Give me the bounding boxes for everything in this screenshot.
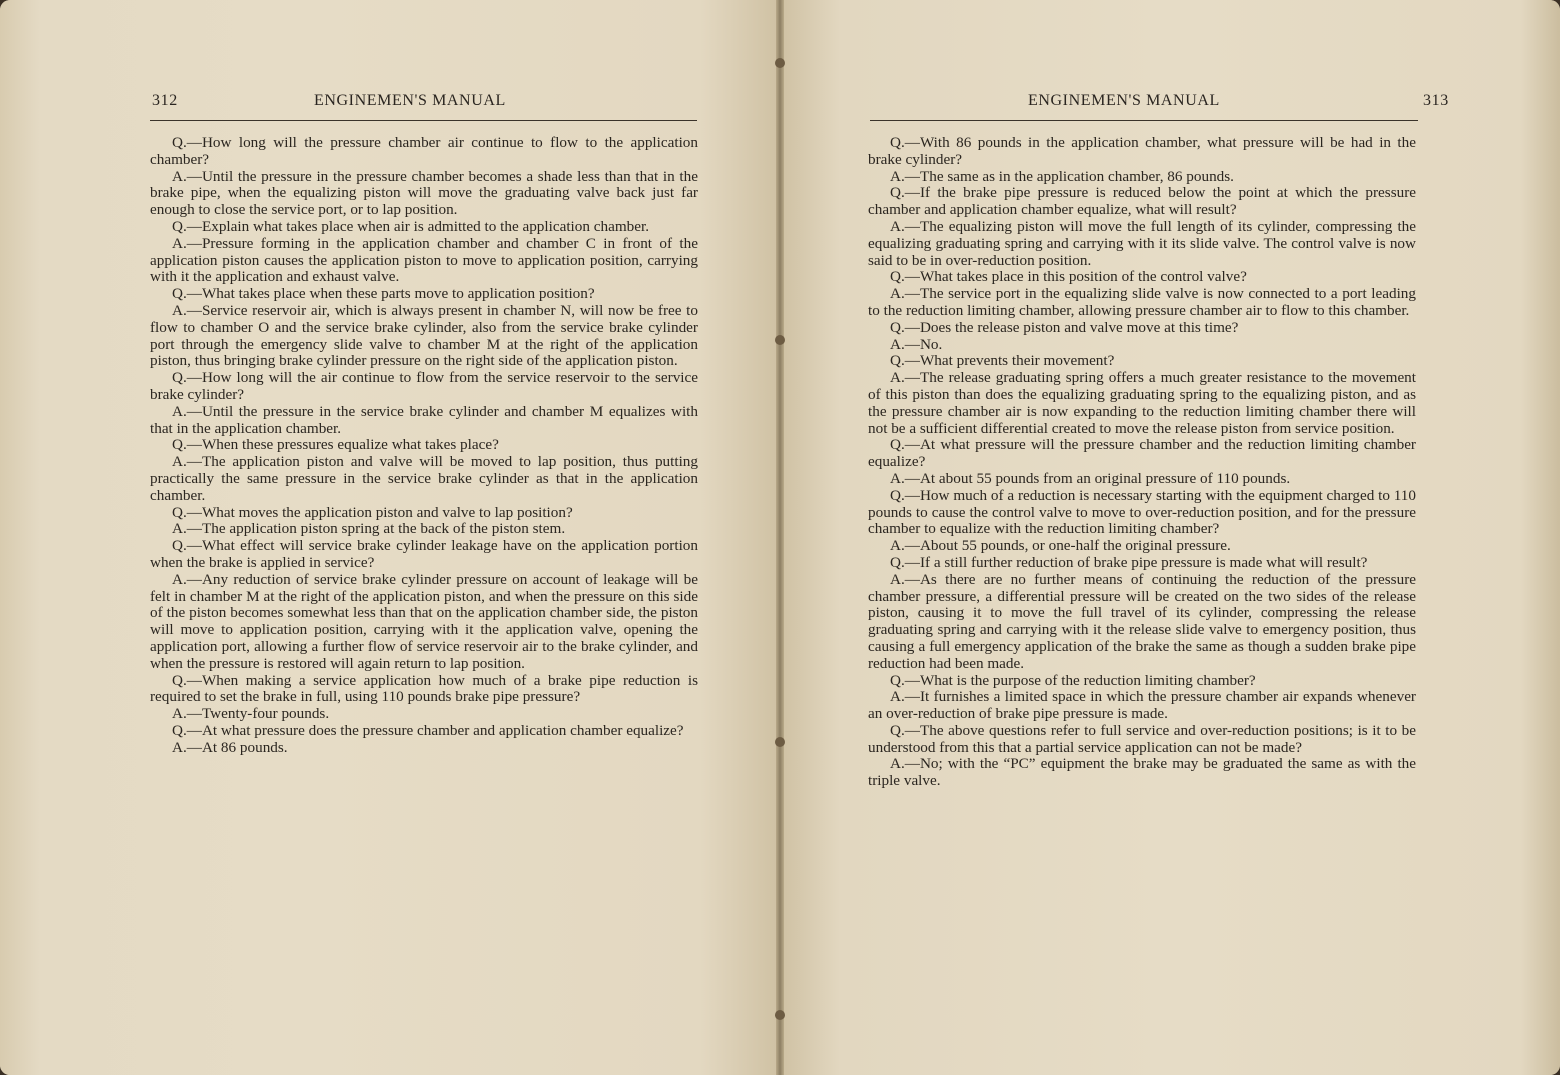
paragraph: A.—At about 55 pounds from an original pressure of 110 pounds.	[890, 469, 1291, 487]
left-header-rule	[150, 120, 697, 121]
paragraph: Q.—How long will the air continue to flow from the service reservoir to the service brake cylinder?	[150, 369, 698, 403]
paragraph: A.—Until the pressure in the pressure chamber becomes a shade less than that in the brake pipe, when the equalizing piston will move the graduating valve back just far enough to close the service port, or to lap position.	[150, 167, 698, 219]
paragraph: A.—Until the pressure in the service brake cylinder and chamber M equalizes with that in the application chamber.	[150, 402, 698, 437]
paragraph: A.—About 55 pounds, or one-half the original pressure.	[890, 537, 1231, 555]
left-page-number: 312	[152, 92, 178, 109]
paragraph: A.—No; with the “PC” equipment the brake may be graduated the same as with the triple valve.	[868, 755, 1416, 790]
paragraph: Q.—The above questions refer to full service and over-reduction positions; is it to be understood from this that a partial service application can not be made?	[868, 721, 1416, 756]
paragraph: A.—It furnishes a limited space in which the pressure chamber air expands whenever an over-reduction of brake pipe pressure is made.	[868, 688, 1416, 723]
left-body-text	[150, 135, 698, 756]
paragraph: A.—The same as in the application chamber, 86 pounds.	[890, 167, 1234, 185]
right-page	[780, 0, 1560, 1075]
paragraph: A.—The application piston and valve will be moved to lap position, thus putting practically the same pressure in the service brake cylinder as that in the application chamber.	[150, 453, 698, 504]
paragraph: A.—No.	[890, 335, 943, 353]
paragraph: A.—The application piston spring at the back of the piston stem.	[172, 520, 566, 538]
paragraph: A.—Pressure forming in the application chamber and chamber C in front of the application piston causes the application piston to move to application position, carrying with it the application and exhaust valve.	[150, 234, 698, 286]
paragraph: A.—Twenty-four pounds.	[172, 705, 330, 723]
paragraph: Q.—At what pressure does the pressure chamber and application chamber equalize?	[172, 721, 684, 739]
paragraph: Q.—Explain what takes place when air is admitted to the application chamber.	[172, 217, 649, 235]
binding-stitch	[775, 335, 785, 345]
paragraph: Q.—What is the purpose of the reduction limiting chamber?	[890, 671, 1256, 689]
paragraph: Q.—Does the release piston and valve move at this time?	[890, 318, 1239, 336]
paragraph: A.—The service port in the equalizing slide valve is now connected to a port leading to the reduction limiting chamber, allowing pressure chamber air to flow to this chamber.	[868, 285, 1416, 319]
right-running-head	[1028, 92, 1453, 118]
paragraph: Q.—What prevents their movement?	[890, 352, 1115, 370]
book-gutter	[776, 0, 784, 1075]
paragraph: Q.—How long will the pressure chamber air continue to flow to the application chamber?	[150, 134, 698, 168]
binding-stitch	[775, 737, 785, 747]
paragraph: Q.—What takes place when these parts move to application position?	[172, 285, 595, 303]
right-header-rule	[870, 120, 1418, 121]
right-page-title: ENGINEMEN'S MANUAL	[1028, 92, 1220, 109]
paragraph: Q.—What takes place in this position of the control valve?	[890, 268, 1247, 286]
paragraph: Q.—If a still further reduction of brake pipe pressure is made what will result?	[890, 553, 1368, 571]
paragraph: A.—As there are no further means of continuing the reduction of the pressure chamber pressure, a differential pressure will be created on the two sides of the release piston, causing it to move the full travel of its cylinder, compressing the release graduating spring and carrying with it the release slide valve to emergency position, thus causing a full emergency application of the brake the same as though a sudden brake pipe reduction had been made.	[868, 570, 1416, 672]
binding-stitch	[775, 1010, 785, 1020]
paragraph: Q.—If the brake pipe pressure is reduced below the point at which the pressure chamber and application chamber equalize, what will result?	[868, 184, 1416, 219]
paragraph: Q.—With 86 pounds in the application chamber, what pressure will be had in the brake cylinder?	[868, 134, 1416, 168]
right-page-number: 313	[1423, 92, 1449, 109]
paragraph: A.—The equalizing piston will move the full length of its cylinder, compressing the equalizing graduating spring and carrying with it its slide valve. The control valve is now said to be in over-reduction position.	[868, 217, 1416, 269]
binding-stitch	[775, 58, 785, 68]
paragraph: Q.—How much of a reduction is necessary starting with the equipment charged to 110 pounds to cause the control valve to move to over-reduction position, and for the pressure chamber to equalize with the reduction limiting chamber?	[868, 486, 1416, 538]
paragraph: A.—At 86 pounds.	[172, 738, 288, 756]
right-body-text	[868, 135, 1416, 790]
paragraph: Q.—What effect will service brake cylinder leakage have on the application portion when the brake is applied in service?	[150, 537, 698, 571]
left-page-title: ENGINEMEN'S MANUAL	[314, 92, 506, 109]
paragraph: A.—Any reduction of service brake cylinder pressure on account of leakage will be felt in chamber M at the right of the application piston, and when the pressure on this side of the piston becomes somewhat less than that on the application chamber side, the piston will move to application position, carrying with it the application valve, opening the application port, allowing a further flow of service reservoir air to the brake cylinder, and when the pressure is restored will again return to lap position.	[150, 570, 698, 672]
paragraph: Q.—At what pressure will the pressure chamber and the reduction limiting chamber equalize?	[868, 436, 1416, 471]
paragraph: A.—Service reservoir air, which is always present in chamber N, will now be free to flow to chamber O and the service brake cylinder, also from the service brake cylinder port through the emergency slide valve to chamber M at the right of the application piston, thus bringing brake cylinder pressure on the right side of the application piston.	[150, 301, 698, 370]
paragraph: Q.—When making a service application how much of a brake pipe reduction is required to set the brake in full, using 110 pounds brake pipe pressure?	[150, 671, 698, 706]
left-running-head	[152, 92, 697, 118]
paragraph: Q.—What moves the application piston and valve to lap position?	[172, 503, 573, 521]
paragraph: A.—The release graduating spring offers a much greater resistance to the movement of this piston than does the equalizing graduating spring to the equalizing piston, and as the pressure chamber air is now expanding to the reduction limiting chamber there will not be a sufficient differential created to move the release piston from service position.	[868, 369, 1416, 437]
paragraph: Q.—When these pressures equalize what takes place?	[172, 436, 499, 454]
